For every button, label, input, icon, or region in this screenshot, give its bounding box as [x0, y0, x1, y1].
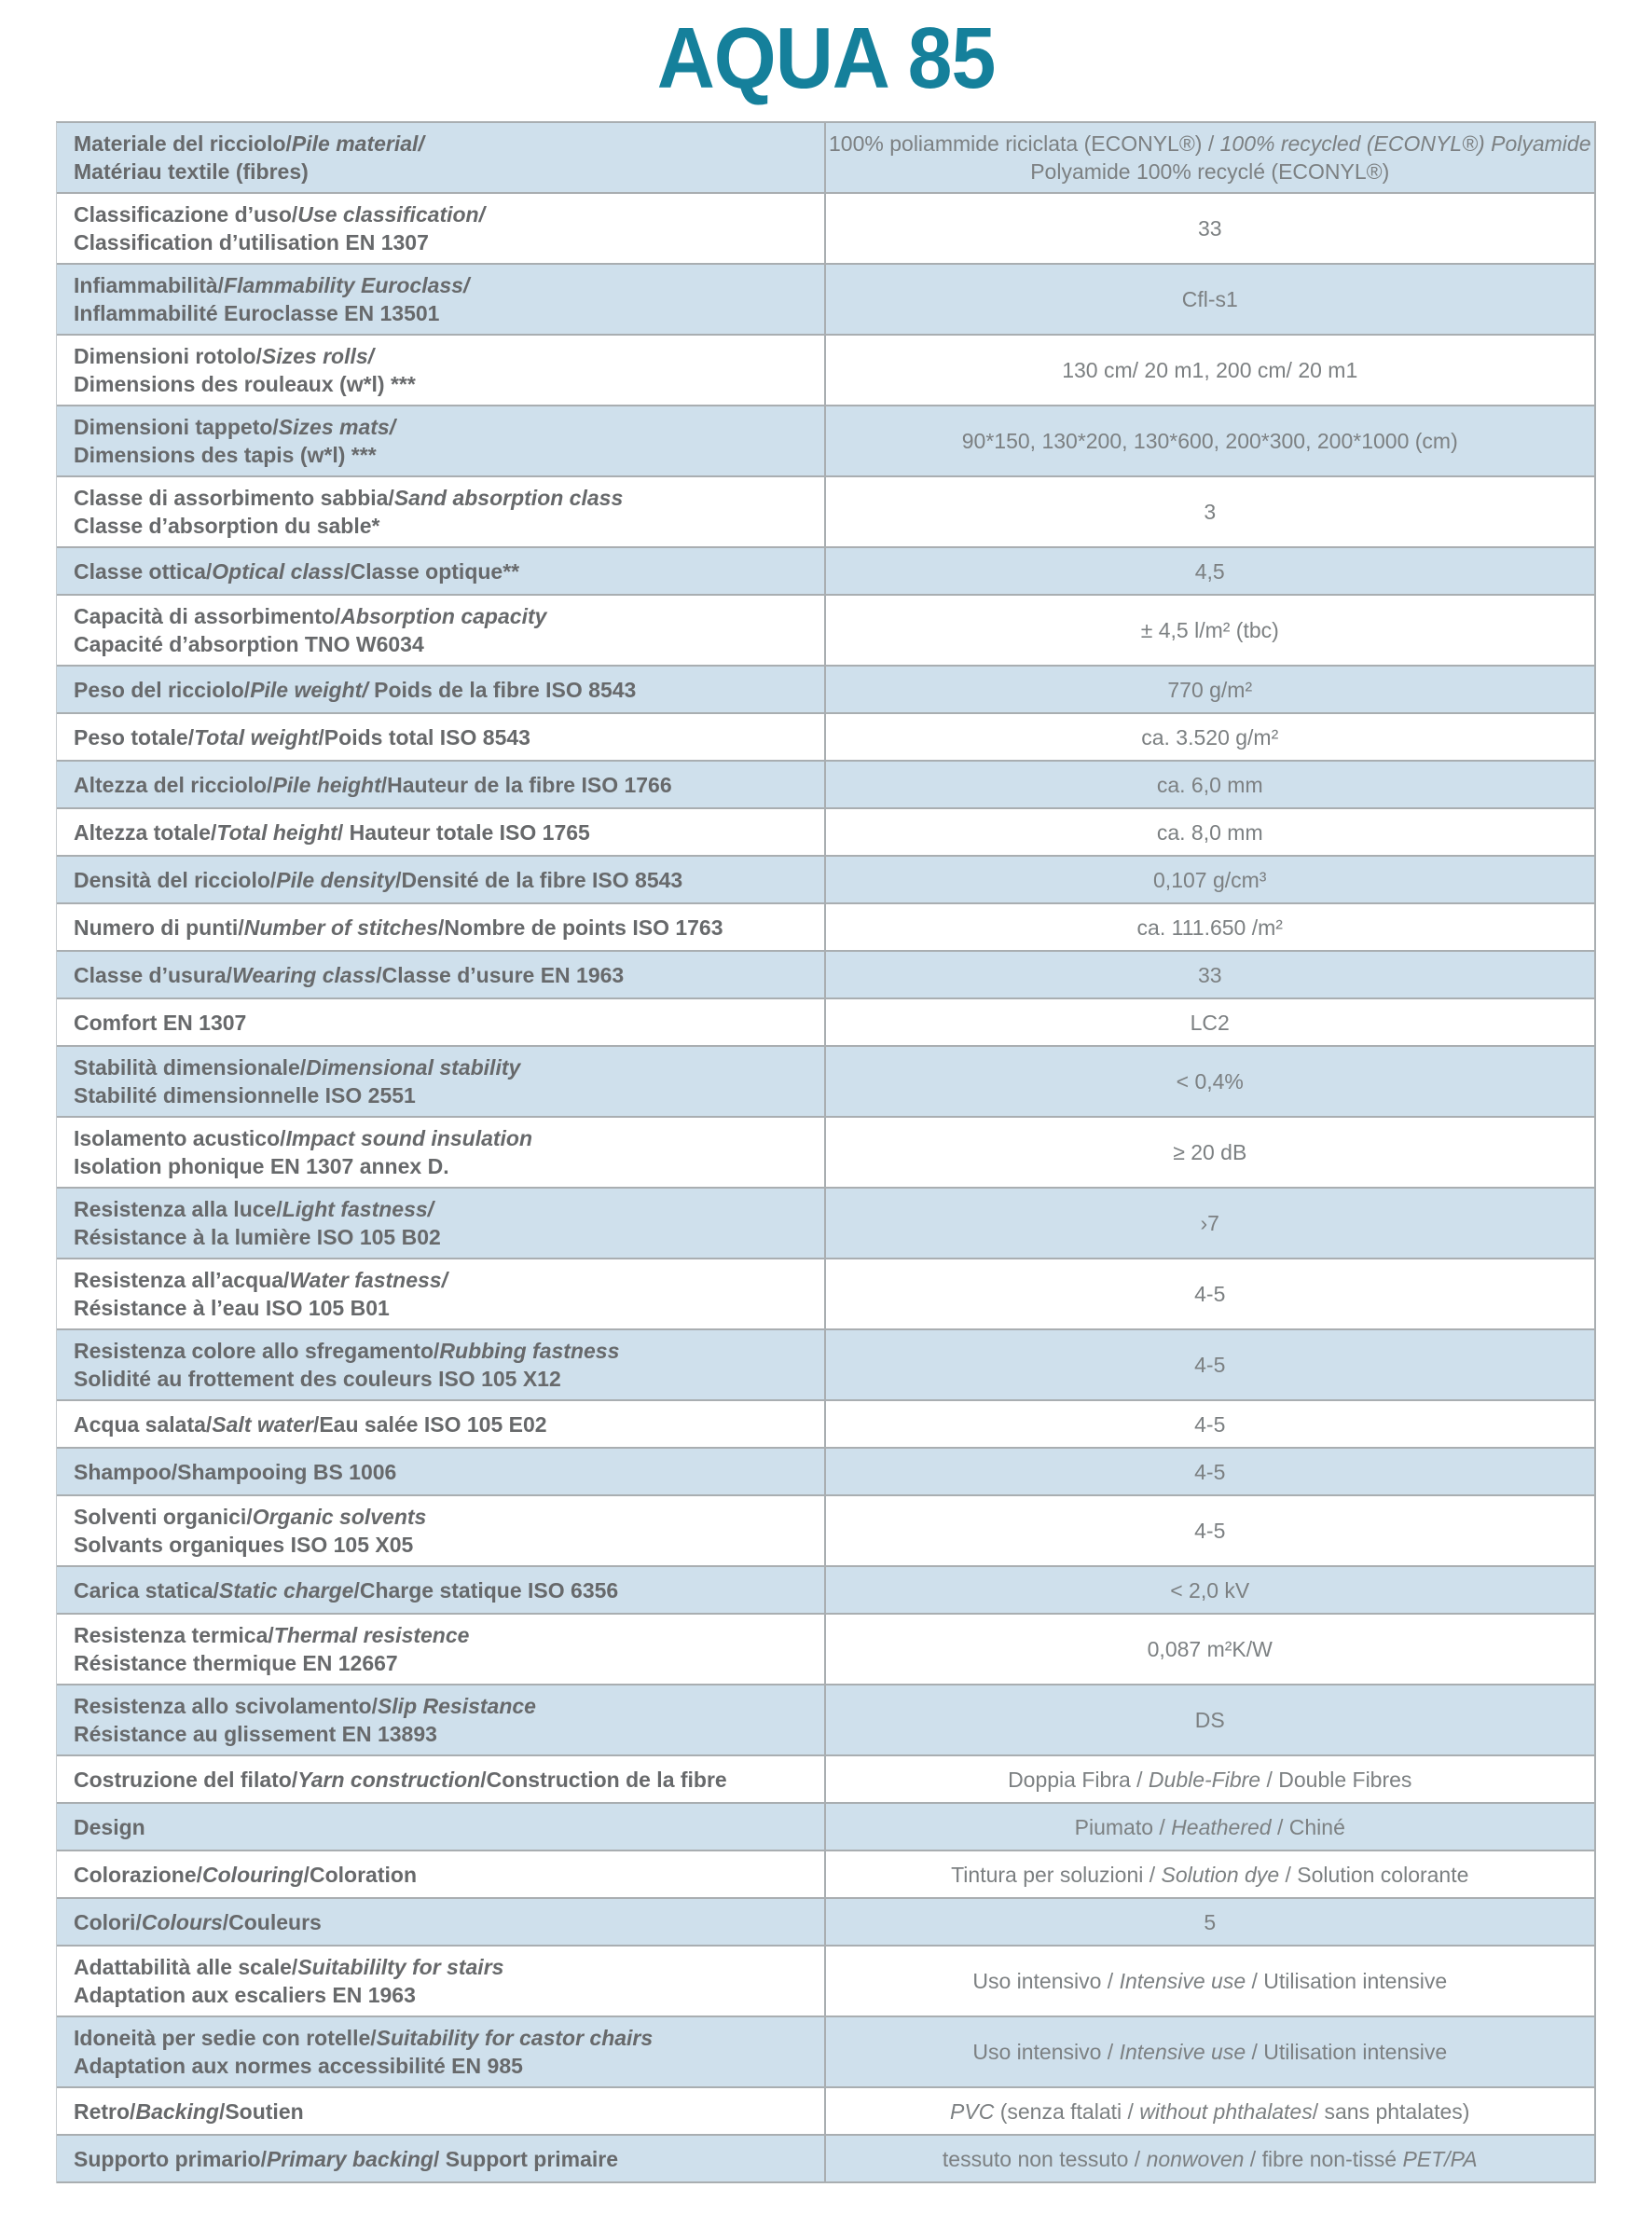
row-label: Dimensioni tappeto/Sizes mats/ Dimensions des tapis (w*l) *** — [57, 406, 826, 475]
row-value: Uso intensivo / Intensive use / Utilisation intensive — [972, 2040, 1448, 2065]
row-label: Classificazione d’uso/Use classification/ Classification d’utilisation EN 1307 — [57, 194, 826, 263]
table-row — [57, 809, 1594, 857]
row-value: 4,5 — [1194, 558, 1225, 584]
row-label: Shampoo/Shampooing BS 1006 — [57, 1449, 826, 1494]
row-label: Classe di assorbimento sabbia/Sand absorption class Classe d’absorption du sable* — [57, 477, 826, 546]
row-value: 4-5 — [1194, 1519, 1226, 1544]
row-label: Numero di punti/Number of stitches/Nombre de points ISO 1763 — [57, 904, 826, 950]
table-row — [57, 1947, 1594, 2017]
table-row — [57, 265, 1594, 336]
table-row — [57, 1567, 1594, 1615]
row-label: Retro/Backing/Soutien — [57, 2088, 826, 2134]
table-row — [57, 2017, 1594, 2088]
row-value: tessuto non tessuto / nonwoven / fibre non-tissé PET/PA — [942, 2146, 1478, 2171]
row-value: 4-5 — [1194, 1353, 1226, 1378]
table-row — [57, 904, 1594, 952]
row-value: ca. 3.520 g/m² — [1141, 724, 1279, 750]
row-label: Costruzione del filato/Yarn construction/Construction de la fibre — [57, 1756, 826, 1802]
row-label: Materiale del ricciolo/Pile material/ Matériau textile (fibres) — [57, 123, 826, 192]
row-value: < 0,4% — [1176, 1069, 1244, 1094]
table-row — [57, 548, 1594, 596]
row-value: Cfl-s1 — [1181, 287, 1238, 312]
row-value: 33 — [1197, 962, 1222, 987]
row-value: 4-5 — [1194, 1459, 1226, 1484]
spec-table — [56, 121, 1596, 2183]
row-value: 100% poliammide riciclata (ECONYL®) / 100% recycled (ECONYL®) Polyamide Polyamide 100% recyclé (ECONYL®) — [829, 131, 1591, 185]
row-label: Altezza del ricciolo/Pile height/Hauteur de la fibre ISO 1766 — [57, 762, 826, 807]
table-row — [57, 1615, 1594, 1685]
row-label: Infiammabilità/Flammability Euroclass/ Inflammabilité Euroclasse EN 13501 — [57, 265, 826, 334]
row-value: 4-5 — [1194, 1411, 1226, 1437]
table-row — [57, 714, 1594, 762]
row-label: Resistenza colore allo sfregamento/Rubbing fastness Solidité au frottement des couleurs ISO 105 X12 — [57, 1330, 826, 1399]
row-value: 0,087 m²K/W — [1147, 1637, 1273, 1662]
row-label: Stabilità dimensionale/Dimensional stability Stabilité dimensionnelle ISO 2551 — [57, 1047, 826, 1116]
row-label: Idoneità per sedie con rotelle/Suitability for castor chairs Adaptation aux normes accessibilité EN 985 — [57, 2017, 826, 2086]
row-label: Colorazione/Colouring/Coloration — [57, 1851, 826, 1897]
row-label: Resistenza termica/Thermal resistence Résistance thermique EN 12667 — [57, 1615, 826, 1684]
table-row — [57, 952, 1594, 999]
table-row — [57, 1756, 1594, 1804]
row-label: Dimensioni rotolo/Sizes rolls/ Dimensions des rouleaux (w*l) *** — [57, 336, 826, 405]
table-row — [57, 336, 1594, 406]
row-value: 3 — [1204, 500, 1217, 525]
row-value: ›7 — [1200, 1211, 1219, 1236]
table-row — [57, 1899, 1594, 1947]
table-row — [57, 194, 1594, 265]
row-value: Piumato / Heathered / Chiné — [1074, 1814, 1345, 1839]
row-label: Resistenza all’acqua/Water fastness/ Résistance à l’eau ISO 105 B01 — [57, 1259, 826, 1328]
table-row — [57, 1330, 1594, 1401]
table-row — [57, 406, 1594, 477]
row-label: Classe ottica/Optical class/Classe optique** — [57, 548, 826, 594]
row-value: 33 — [1197, 216, 1222, 241]
row-label: Design — [57, 1804, 826, 1850]
table-row — [57, 2088, 1594, 2136]
row-label: Resistenza alla luce/Light fastness/ Résistance à la lumière ISO 105 B02 — [57, 1189, 826, 1258]
table-row — [57, 123, 1594, 194]
row-value: < 2,0 kV — [1170, 1577, 1250, 1603]
table-row — [57, 477, 1594, 548]
row-value: PVC (senza ftalati / without phthalates/ sans phtalates) — [950, 2098, 1470, 2124]
row-label: Supporto primario/Primary backing/ Support primaire — [57, 2136, 826, 2181]
table-row — [57, 762, 1594, 809]
row-value: 130 cm/ 20 m1, 200 cm/ 20 m1 — [1062, 358, 1358, 383]
row-label: Comfort EN 1307 — [57, 999, 826, 1045]
row-value: ca. 6,0 mm — [1156, 772, 1263, 797]
row-label: Colori/Colours/Couleurs — [57, 1899, 826, 1945]
row-label: Densità del ricciolo/Pile density/Densité de la fibre ISO 8543 — [57, 857, 826, 902]
row-value: 90*150, 130*200, 130*600, 200*300, 200*1000 (cm) — [961, 429, 1458, 454]
table-row — [57, 596, 1594, 667]
row-label: Classe d’usura/Wearing class/Classe d’usure EN 1963 — [57, 952, 826, 997]
table-row — [57, 1047, 1594, 1118]
row-value: LC2 — [1190, 1010, 1230, 1035]
row-label: Resistenza allo scivolamento/Slip Resistance Résistance au glissement EN 13893 — [57, 1685, 826, 1754]
row-value: 4-5 — [1194, 1282, 1226, 1307]
row-value: ± 4,5 l/m² (tbc) — [1140, 618, 1279, 643]
row-value: 0,107 g/cm³ — [1153, 867, 1267, 892]
row-label: Solventi organici/Organic solvents Solvants organiques ISO 105 X05 — [57, 1496, 826, 1565]
table-row — [57, 1401, 1594, 1449]
row-label: Peso del ricciolo/Pile weight/ Poids de la fibre ISO 8543 — [57, 667, 826, 712]
table-row — [57, 1259, 1594, 1330]
row-value: 5 — [1204, 1909, 1217, 1934]
row-value: Uso intensivo / Intensive use / Utilisation intensive — [972, 1969, 1448, 1994]
page-title: AQUA 85 — [656, 9, 996, 107]
table-row — [57, 1189, 1594, 1259]
row-value: 770 g/m² — [1167, 677, 1253, 702]
table-row — [57, 2136, 1594, 2183]
row-value: ≥ 20 dB — [1173, 1140, 1247, 1165]
table-row — [57, 1496, 1594, 1567]
table-row — [57, 1449, 1594, 1496]
row-value: DS — [1194, 1708, 1225, 1733]
table-row — [57, 1851, 1594, 1899]
row-label: Carica statica/Static charge/Charge statique ISO 6356 — [57, 1567, 826, 1613]
row-value: Tintura per soluzioni / Solution dye / Solution colorante — [951, 1862, 1469, 1887]
row-label: Acqua salata/Salt water/Eau salée ISO 105 E02 — [57, 1401, 826, 1447]
table-row — [57, 1685, 1594, 1756]
table-row — [57, 1804, 1594, 1851]
row-label: Isolamento acustico/Impact sound insulation Isolation phonique EN 1307 annex D. — [57, 1118, 826, 1187]
row-value: Doppia Fibra / Duble-Fibre / Double Fibres — [1008, 1767, 1412, 1792]
table-row — [57, 1118, 1594, 1189]
row-label: Altezza totale/Total height/ Hauteur totale ISO 1765 — [57, 809, 826, 855]
row-value: ca. 8,0 mm — [1156, 819, 1263, 845]
table-row — [57, 667, 1594, 714]
table-row — [57, 857, 1594, 904]
row-value: ca. 111.650 /m² — [1136, 915, 1283, 940]
row-label: Peso totale/Total weight/Poids total ISO 8543 — [57, 714, 826, 760]
table-row — [57, 999, 1594, 1047]
row-label: Capacità di assorbimento/Absorption capacity Capacité d’absorption TNO W6034 — [57, 596, 826, 665]
row-label: Adattabilità alle scale/Suitabililty for stairs Adaptation aux escaliers EN 1963 — [57, 1947, 826, 2016]
